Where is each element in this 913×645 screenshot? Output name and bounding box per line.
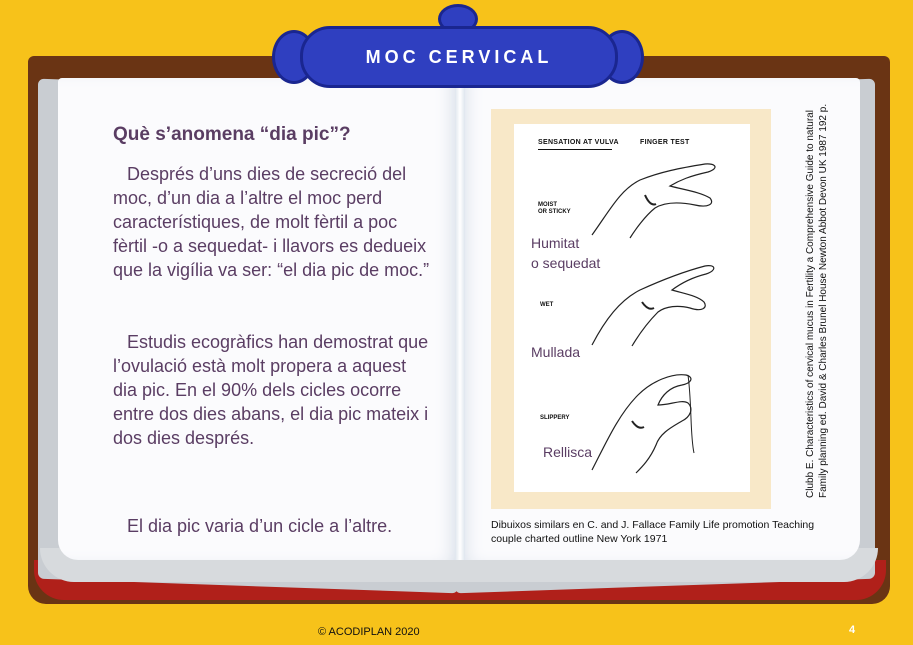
left-page <box>58 78 462 560</box>
page-title: MOC CERVICAL <box>365 46 553 67</box>
figure-row-moist-label: MOIST OR STICKY <box>538 202 571 215</box>
figure-caption: Dibuixos similars en C. and J. Fallace Family Life promotion Teaching couple charted outline New York 1971 <box>491 519 815 545</box>
book-spine <box>455 78 465 560</box>
hand-drawing-moist <box>590 150 740 240</box>
hand-drawing-slippery <box>590 355 740 475</box>
paragraph-ovulation: Estudis ecogràfics han demostrat que l’ovulació està molt propera a aquest dia pic. En el 90% dels cicles ocorre entre dos dies abans, el dia pic mateix i dos dies després. <box>113 332 429 448</box>
figure-label-rellisca: Rellisca <box>543 444 593 460</box>
header-banner <box>300 26 618 88</box>
paragraph-variation: El dia pic varia d’un cicle a l’altre. <box>127 516 393 536</box>
figure-label-humitat: Humitat <box>531 235 580 251</box>
figure-label-mullada: Mullada <box>531 344 581 360</box>
figure-row-wet-label: WET <box>540 302 554 308</box>
figure-header-finger-test: FINGER TEST <box>640 139 690 146</box>
side-reference: Clubb E. Characteristics of cervical mucus in Fertility a Comprehensive Guide to natural Family planning ed. David & Charles Brunel House Newton Abbot Devon UK 1987 192 p. <box>805 103 829 498</box>
question-heading: Què s’anomena “dia pic”? <box>113 124 351 145</box>
hand-drawing-wet <box>590 250 740 350</box>
page-number: 4 <box>849 624 856 636</box>
paragraph-peak-day: Després d’uns dies de secreció del moc, d’un dia a l’altre el moc perd característiques, de molt fèrtil a poc fèrtil -o a sequedat- i llavors es dedueix que la vigília va ser: “el dia pic de moc.” <box>113 164 430 280</box>
copyright-footer: © ACODIPLAN 2020 <box>318 626 420 638</box>
figure-label-sequedat: o sequedat <box>531 255 601 271</box>
figure-header-sensation: SENSATION AT VULVA <box>538 139 619 146</box>
figure-row-slippery-label: SLIPPERY <box>540 415 570 421</box>
